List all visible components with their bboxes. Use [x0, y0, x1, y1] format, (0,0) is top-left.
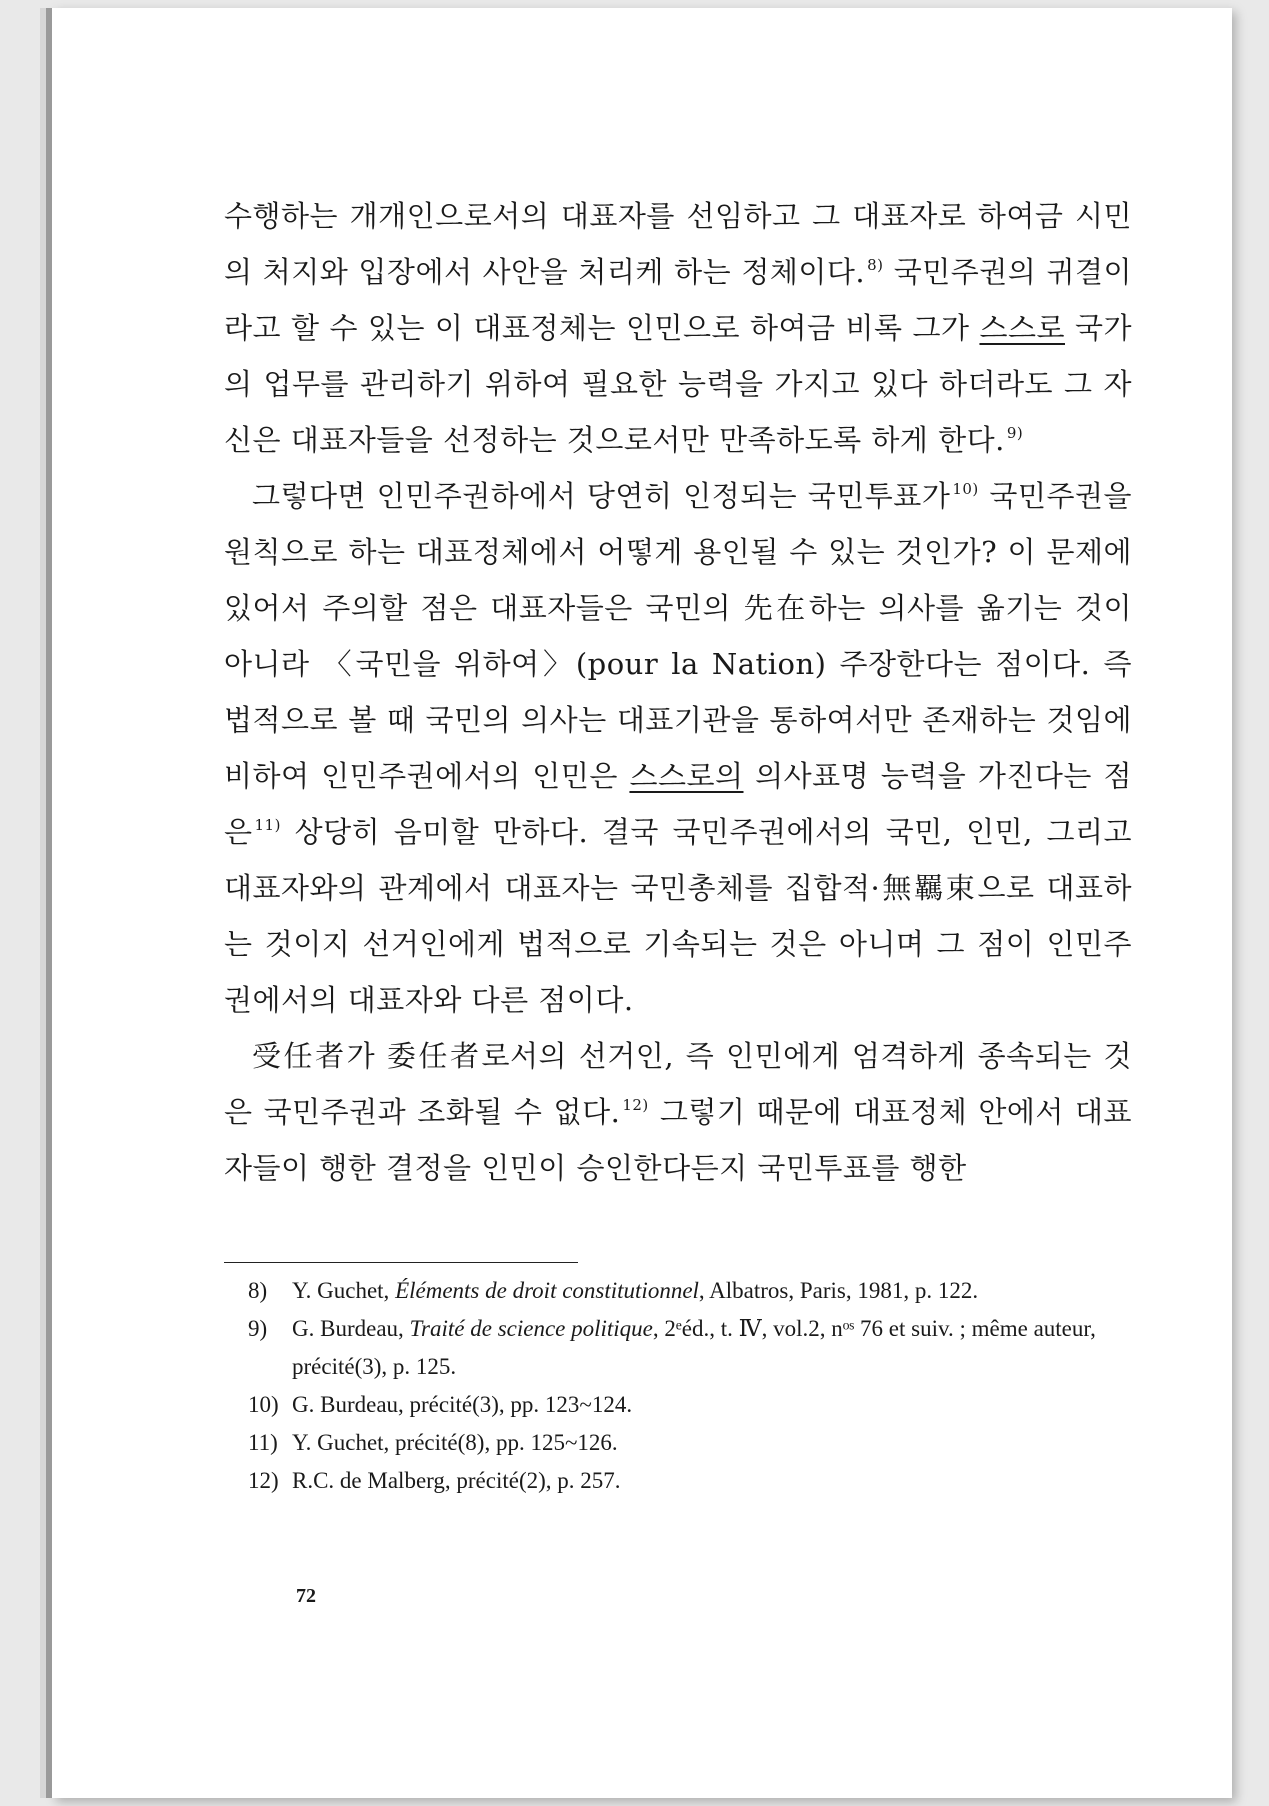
text-span: 그렇기 때문에 대표정체 안에서 대표자들이 행한 결정을 인민이 승인한다든지 국민투표를 행한 [224, 1095, 1132, 1185]
footnote-ref-9: 9) [1006, 424, 1024, 442]
page-number: 72 [296, 1585, 316, 1607]
footnote-number: 12) [248, 1468, 279, 1493]
footnote-text: Y. Guchet, [292, 1278, 396, 1303]
footnote-number: 9) [248, 1316, 268, 1341]
body-text [224, 188, 1132, 1196]
text-span: 국가의 업무를 관리하기 위하여 필요한 능력을 가지고 있다 하더라도 그 자신은 대표자들을 선정하는 것으로서만 만족하도록 하게 한다. [224, 311, 1132, 457]
footnote-ref-8: 8) [867, 256, 884, 274]
footnote-9 [248, 1310, 1132, 1386]
footnote-body [292, 1272, 1132, 1310]
text-span: 受任者가 委任者로서의 선거인, 즉 인민에게 엄격하게 종속되는 것은 국민주권과 조화될 수 없다. [224, 1039, 1132, 1129]
text-span: 의사표명 능력을 가진다는 점은 [224, 759, 1132, 849]
footnote-number: 8) [248, 1278, 268, 1303]
footnote-11 [248, 1424, 1132, 1462]
paragraph-3 [224, 1028, 1132, 1196]
footnote-10 [248, 1386, 1132, 1424]
footnote-title: Traité de science politique [409, 1316, 653, 1341]
footnote-text: G. Burdeau, [292, 1316, 410, 1341]
footnote-number: 10) [248, 1392, 279, 1417]
footnote-text: , 2ᵉéd., t. Ⅳ, vol.2, nᵒˢ 76 et suiv. ; même auteur, précité(3), p. 125. [292, 1316, 1096, 1379]
text-span: 그렇다면 인민주권하에서 당연히 인정되는 국민투표가 [252, 479, 951, 513]
text-span: 국민주권을 원칙으로 하는 대표정체에서 어떻게 용인될 수 있는 것인가? 이 문제에 있어서 주의할 점은 대표자들은 국민의 先在하는 의사를 옮기는 것이 아니라 〈국민을 위하여〉(pour la Nation) 주장한다는 점이다. 즉 법적으로 볼 때 국민의 의사는 대표기관을 통하여서만 존재하는 것임에 비하여 인민주권에서의 인민은 [224, 479, 1132, 793]
footnote-ref-12: 12) [622, 1096, 649, 1114]
paragraph-2 [224, 468, 1132, 1028]
footnote-separator [224, 1262, 578, 1263]
footnote-body [292, 1310, 1132, 1386]
footnote-body: G. Burdeau, précité(3), pp. 123~124. [292, 1392, 633, 1417]
text-span: 국민주권의 귀결이라고 할 수 있는 이 대표정체는 인민으로 하여금 비록 그가 [224, 255, 1132, 345]
text-span: 상당히 음미할 만하다. 결국 국민주권에서의 국민, 인민, 그리고 대표자와의 관계에서 대표자는 국민총체를 집합적·無羈束으로 대표하는 것이지 선거인에게 법적으로 기속되는 것은 아니며 그 점이 인민주권에서의 대표자와 다른 점이다. [224, 815, 1132, 1017]
footnote-body: Y. Guchet, précité(8), pp. 125~126. [292, 1430, 618, 1455]
footnote-body: R.C. de Malberg, précité(2), p. 257. [292, 1468, 621, 1493]
footnote-text: , Albatros, Paris, 1981, p. 122. [698, 1278, 979, 1303]
footnote-12 [248, 1462, 1132, 1500]
footnote-ref-11: 11) [254, 816, 281, 834]
text-span: 수행하는 개개인으로서의 대표자를 선임하고 그 대표자로 하여금 시민의 처지와 입장에서 사안을 처리케 하는 정체이다. [224, 199, 1132, 289]
paragraph-1 [224, 188, 1132, 468]
underlined-text: 스스로의 [629, 759, 744, 793]
footnote-title: Éléments de droit constitutionnel [395, 1278, 699, 1303]
footnote-number: 11) [248, 1430, 278, 1455]
footnote-8 [248, 1272, 1132, 1310]
footnote-ref-10: 10) [952, 480, 979, 498]
footnotes [248, 1272, 1132, 1500]
underlined-text: 스스로 [979, 311, 1065, 345]
